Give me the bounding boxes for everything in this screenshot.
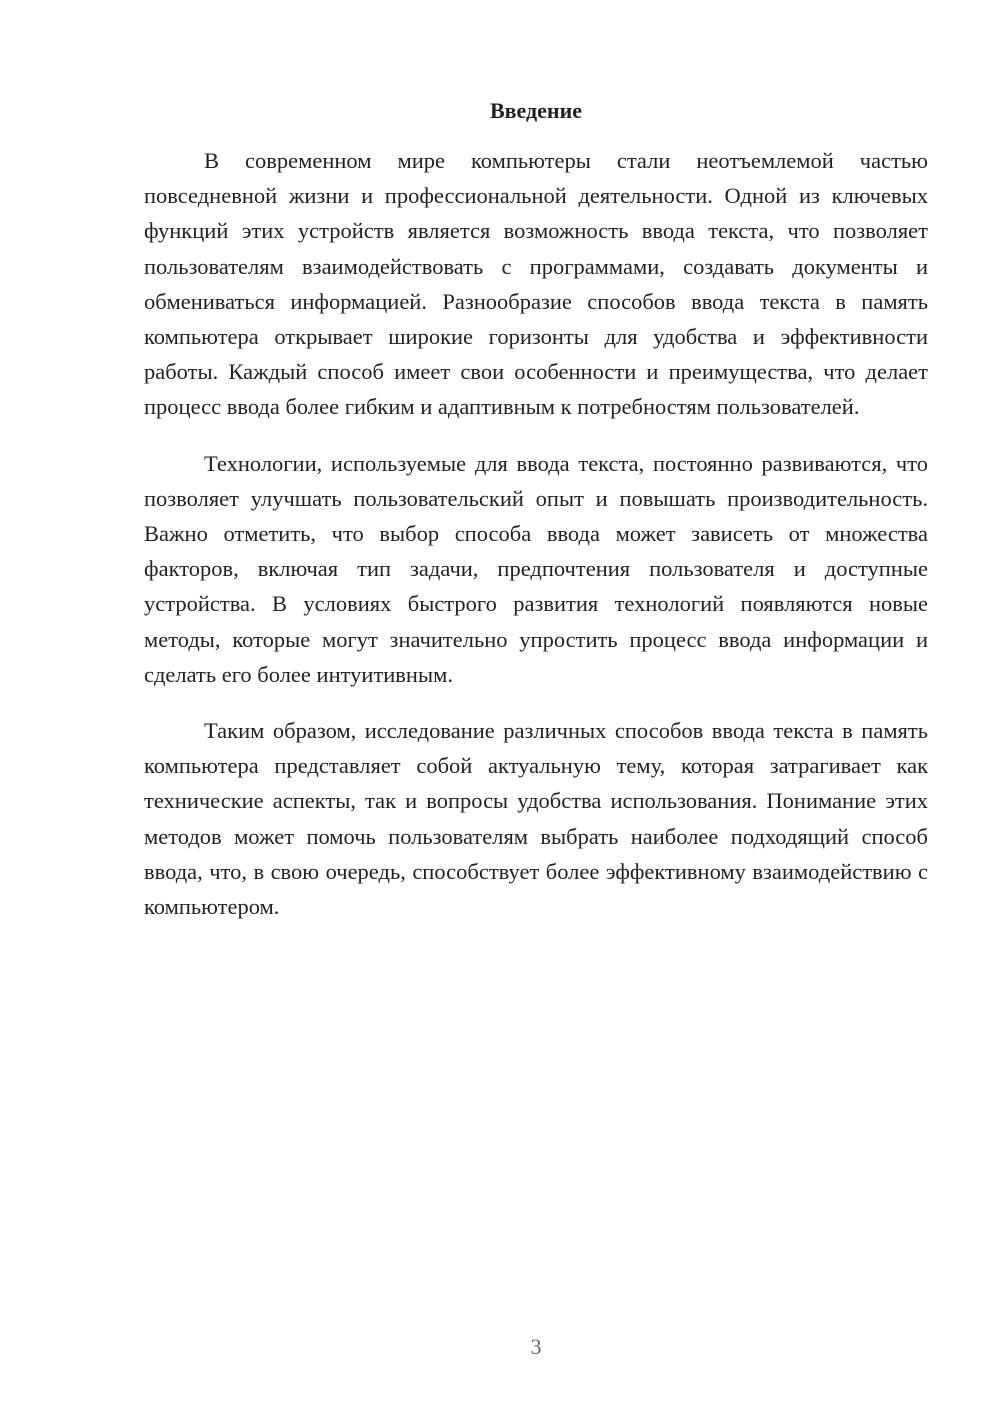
document-body <box>144 143 928 945</box>
page-title: Введение <box>489 98 583 123</box>
page-number: 3 <box>530 1334 542 1359</box>
paragraph-2: Технологии, используемые для ввода текста, постоянно развиваются, что позволяет улучшать пользовательский опыт и повышать производительность. Важно отметить, что выбор способа ввода может зависеть от множества факторов, включая тип задачи, предпочтения пользователя и доступные устройства. В условиях быстрого развития технологий появляются новые методы, которые могут значительно упростить процесс ввода информации и сделать его более интуитивным. <box>144 450 928 687</box>
paragraph-3: Таким образом, исследование различных способов ввода текста в память компьютера представляет собой актуальную тему, которая затрагивает как технические аспекты, так и вопросы удобства использования. Понимание этих методов может помочь пользователям выбрать наиболее подходящий способ ввода, что, в свою очередь, способствует более эффективному взаимодействию с компьютером. <box>144 718 928 920</box>
paragraph-1: В современном мире компьютеры стали неотъемлемой частью повседневной жизни и профессиональной деятельности. Одной из ключевых функций этих устройств является возможность ввода текста, что позволяет пользователям взаимодействовать с программами, создавать документы и обмениваться информацией. Разнообразие способов ввода текста в память компьютера открывает широкие горизонты для удобства и эффективности работы. Каждый способ имеет свои особенности и преимущества, что делает процесс ввода более гибким и адаптивным к потребностям пользователей. <box>144 148 928 420</box>
